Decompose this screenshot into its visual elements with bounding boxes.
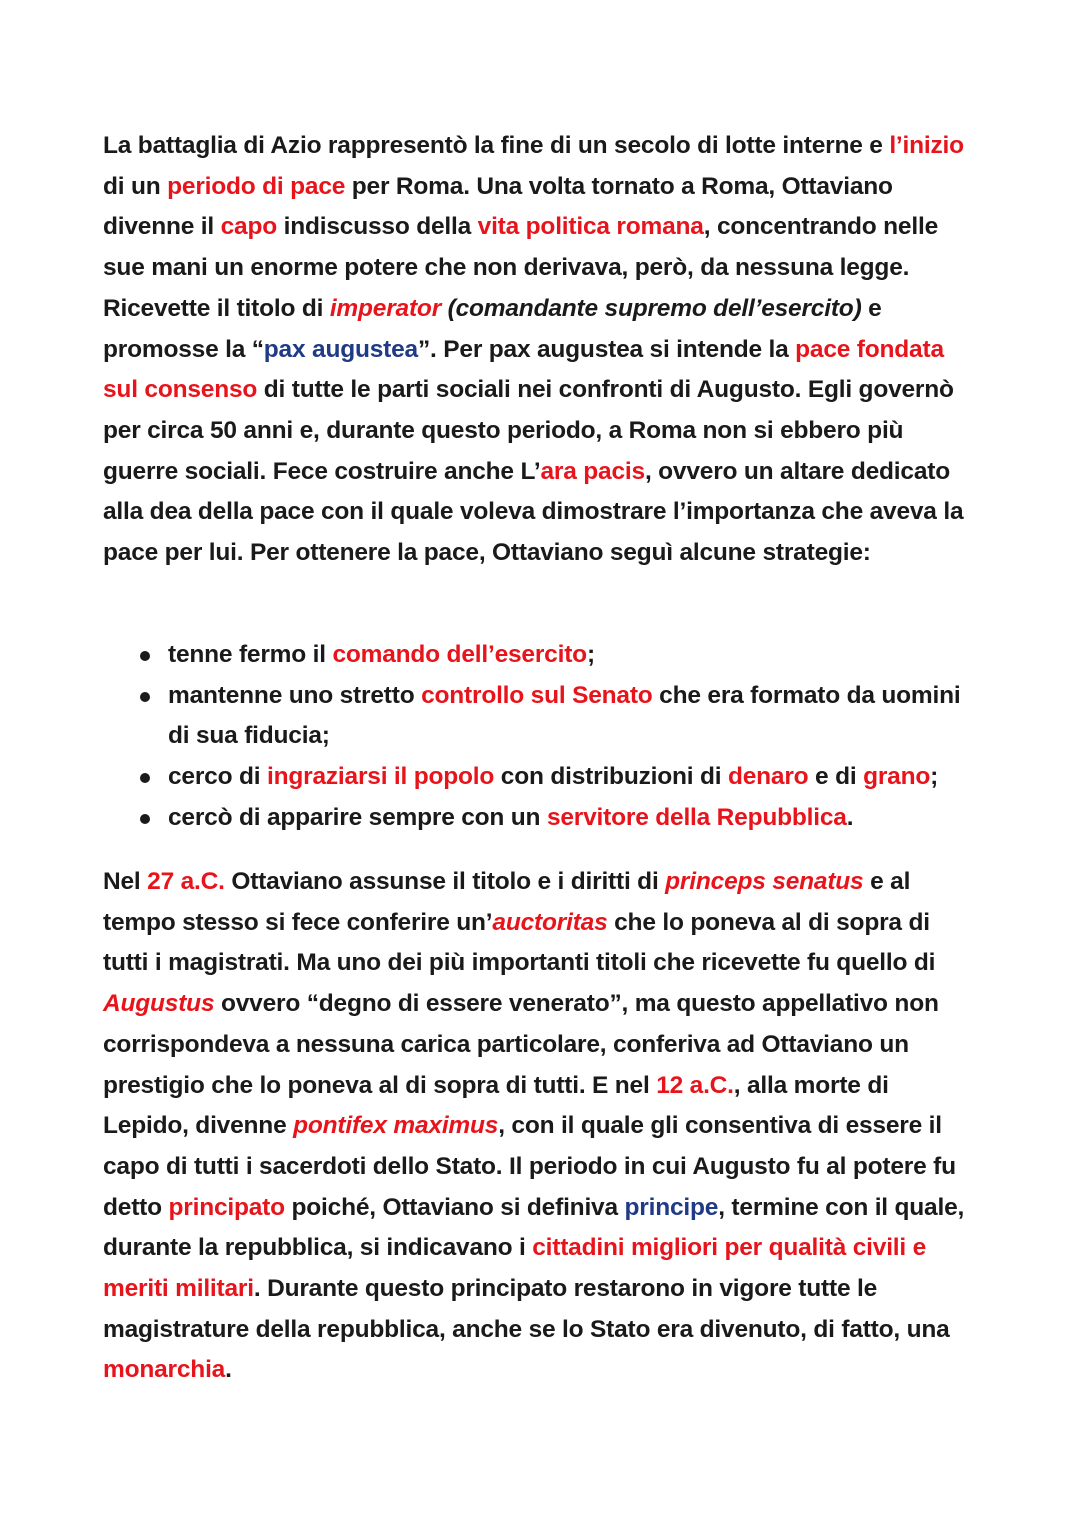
text-run: ovvero “degno di essere venerato”, ma questo appellativo non corrispondeva a nessuna carica particolare, conferiva ad Ottaviano un prestigio che lo poneva al di sopra di tutti. E nel — [103, 990, 939, 1099]
text-run: indiscusso della — [277, 213, 478, 241]
highlight-servitore-repubblica: servitore della Repubblica — [546, 803, 847, 831]
highlight-pace-consenso: pace fondata sul consenso — [103, 335, 944, 404]
paragraph-principato — [103, 862, 978, 1391]
text-run: che lo poneva al di sopra di tutti i magistrati. Ma uno dei più importanti titoli che ricevette fu quello di — [103, 908, 936, 977]
text-run: e promosse la “ — [103, 294, 882, 363]
text-run: di un — [103, 172, 168, 200]
strategies-list — [103, 635, 978, 839]
list-item — [103, 676, 978, 757]
text-run: , con il quale gli consentiva di essere il capo di tutti i sacerdoti dello Stato. Il periodo in cui Augusto fu al potere fu detto — [103, 1112, 956, 1221]
text-run: per Roma. Una volta tornato a Roma, Ottaviano divenne il — [103, 172, 893, 241]
highlight-pontifex-maximus: pontifex maximus — [293, 1112, 499, 1140]
highlight-imperator: imperator — [329, 294, 442, 322]
highlight-27-ac: 27 a.C. — [147, 868, 225, 895]
highlight-augustus: Augustus — [103, 990, 215, 1018]
text-run: e di — [808, 763, 864, 791]
highlight-monarchia: monarchia — [103, 1356, 226, 1384]
text-run: poiché, Ottaviano si definiva — [284, 1193, 625, 1221]
highlight-principato: principato — [168, 1193, 285, 1221]
text-run: . — [225, 1356, 232, 1384]
text-run: mantenne uno stretto — [168, 681, 422, 709]
highlight-denaro: denaro — [727, 763, 809, 791]
text-run: , concentrando nelle sue mani un enorme potere che non derivava, però, da nessuna legge. Ricevette il titolo di — [103, 213, 938, 322]
highlight-controllo-senato: controllo sul Senato — [421, 681, 653, 709]
text-run: . — [846, 803, 854, 831]
text-run: cerco di — [168, 763, 267, 791]
list-item — [103, 635, 978, 676]
highlight-12-ac: 12 a.C. — [656, 1071, 734, 1099]
highlight-pax-augustea: pax augustea — [263, 335, 418, 363]
highlight-vita-politica: vita politica romana — [477, 213, 704, 241]
highlight-cittadini-migliori: cittadini migliori per qualità civili e meriti militari — [103, 1234, 927, 1303]
highlight-grano: grano — [863, 763, 931, 791]
highlight-periodo-di-pace: periodo di pace — [167, 172, 346, 200]
highlight-capo: capo — [220, 213, 277, 241]
highlight-ara-pacis: ara pacis — [540, 457, 645, 485]
text-run: ; — [930, 763, 939, 791]
highlight-ingraziarsi-popolo: ingraziarsi il popolo — [266, 763, 495, 791]
list-item — [103, 757, 978, 798]
text-run: e al tempo stesso si fece conferire un’ — [103, 868, 911, 936]
highlight-comando-esercito: comando dell’esercito — [332, 641, 587, 668]
text-run: La battaglia di Azio rappresentò la fine di un secolo di lotte interne e — [103, 132, 890, 159]
highlight-auctoritas: auctoritas — [492, 908, 608, 936]
text-run: Ottaviano assunse il titolo e i diritti di — [224, 868, 666, 895]
text-run: , termine con il quale, durante la repubblica, si indicavano i — [103, 1193, 965, 1262]
text-run: cercò di apparire sempre con un — [168, 803, 547, 831]
text-run: di tutte le parti sociali nei confronti di Augusto. Egli governò per circa 50 anni e, durante questo periodo, a Roma non si ebbero più guerre sociali. Fece costruire anche L’ — [103, 376, 954, 485]
text-run: tenne fermo il — [168, 641, 333, 668]
text-run: Nel — [103, 868, 148, 895]
text-run: ; — [586, 641, 595, 668]
text-run: che era formato da uomini di sua fiducia; — [168, 681, 961, 750]
list-item — [103, 798, 978, 839]
text-run: , alla morte di Lepido, divenne — [103, 1071, 889, 1140]
highlight-princeps-senatus: princeps senatus — [665, 868, 864, 895]
text-run: . Durante questo principato restarono in vigore tutte le magistrature della repubblica, anche se lo Stato era divenuto, di fatto, una — [103, 1275, 950, 1343]
italic-comandante-supremo: (comandante supremo dell’esercito) — [441, 294, 862, 322]
paragraph-intro — [103, 126, 978, 574]
text-run: ”. Per pax augustea si intende la — [417, 335, 796, 363]
highlight-principe: principe — [624, 1193, 719, 1221]
text-run: , ovvero un altare dedicato alla dea della pace con il quale voleva dimostrare l’importanza che aveva la pace per lui. Per ottenere la pace, Ottaviano seguì alcune strategie: — [103, 457, 964, 567]
highlight-inizio: l’inizio — [889, 132, 964, 159]
text-run: con distribuzioni di — [494, 763, 728, 791]
